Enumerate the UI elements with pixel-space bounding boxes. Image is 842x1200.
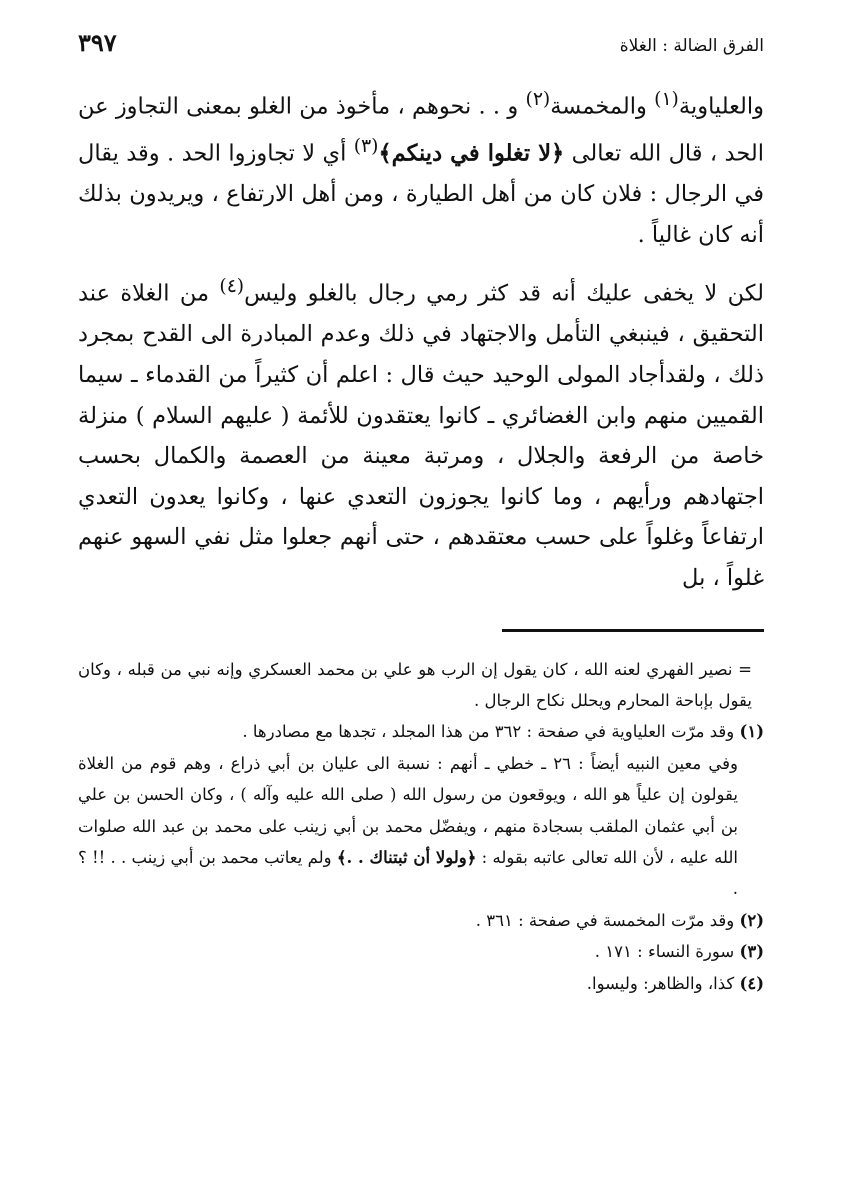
footnote-ref-2: (٢) xyxy=(525,89,551,110)
text-segment: و . . نحوهم ، مأخوذ من الغلو بمعنى التجاوز عن الحد ، قال الله تعالى xyxy=(78,93,765,167)
footnote-text: ولم يعاتب محمد بن أبي زينب . . !! ؟ . xyxy=(78,848,738,899)
footnote-marker: (٣) xyxy=(739,942,764,962)
text-segment: من الغلاة عند التحقيق ، فينبغي التأمل والاجتهاد في ذلك وعدم المبادرة الى القدح بمجرد ذلك ، ولقدأجاد المولى الوحيد حيث قال : اعلم أن كثيراً من القدماء ـ سيما القميين منهم وابن الغضائري ـ كانوا يعتقدون للأئمة ( عليهم السلام ) منزلة خاصة من الرفعة والجلال ، ومرتبة معينة من العصمة والكمال بحسب اجتهادهم ورأيهم ، وما كانوا يجوزون التعدي عنها ، وكانوا يعدون التعدي ارتفاعاً وغلواً على حسب معتقدهم ، حتى أنهم جعلوا مثل نفي السهو عنهم غلواً ، بل xyxy=(78,280,764,592)
footnote-text: كذا، والظاهر: وليسوا. xyxy=(586,973,740,993)
footnote-divider xyxy=(502,629,764,632)
text-segment: والعلياوية xyxy=(678,93,764,120)
running-header xyxy=(78,28,764,72)
text-segment: أي لا تجاوزوا الحد . وقد يقال في الرجال : فلان كان من أهل الطيارة ، ومن أهل الارتفاع ، ويريدون بذلك أنه كان غالياً . xyxy=(78,140,764,248)
page-number: ٣٩٧ xyxy=(78,28,117,57)
footnote-ref-3: (٣) xyxy=(353,136,379,158)
footnote-1-extra xyxy=(78,748,764,905)
footnote-1 xyxy=(78,716,764,747)
quran-quote: ﴿ولولا أن ثبتناك . .﴾ xyxy=(336,848,477,868)
footnote-text: وقد مرّت العلياوية في صفحة : ٣٦٢ من هذا المجلد ، تجدها مع مصادرها . xyxy=(242,722,740,742)
footnotes xyxy=(78,654,764,999)
footnote-continuation: = نصير الفهري لعنه الله ، كان يقول إن الرب هو علي بن محمد العسكري وإنه نبي من قبله ، وكان يقول بإباحة المحارم ويحلل نكاح الرجال . xyxy=(78,659,752,711)
quran-quote: ﴿لا تغلوا في دينكم﴾ xyxy=(378,140,565,167)
footnote-text: وفي معين النبيه أيضاً : ٢٦ ـ خطي ـ أنهم : نسبة الى علي‍ان بن أبي ذراع ، وهم قوم من الغلاة يقولون إن علياً هو الله ، ويوقعون من رسول الله ( صلى الله عليه وآله ) ، وكان الحسن بن علي بن أبي عثمان الملقب بسجادة منهم ، ويفضّل محمد بن أبي زينب على محمد بن عبد الله صلوات الله عليه ، لأن الله تعالى عاتبه بقوله : xyxy=(78,753,739,868)
text-segment: والمخمسة xyxy=(550,93,655,120)
main-text xyxy=(78,80,764,599)
paragraph-2 xyxy=(78,267,764,598)
footnote-3 xyxy=(78,936,764,967)
book-page xyxy=(78,28,764,1178)
footnote-text: سورة النساء : ١٧١ . xyxy=(594,942,740,962)
footnote-text: وقد مرّت المخمسة في صفحة : ٣٦١ . xyxy=(475,910,740,930)
footnote-marker: (٢) xyxy=(739,910,764,930)
text-segment: لكن لا يخفى عليك أنه قد كثر رمي رجال بالغلو وليس xyxy=(244,280,764,307)
footnote-ref-4: (٤) xyxy=(219,276,245,298)
footnote-marker: (١) xyxy=(739,722,764,742)
footnote-ref-1: (١) xyxy=(654,89,679,110)
footnote-marker: (٤) xyxy=(739,973,764,993)
paragraph-1 xyxy=(78,80,764,255)
footnote-4 xyxy=(78,968,764,999)
footnote-2 xyxy=(78,905,764,936)
running-title: الفرق الضالة : الغلاة xyxy=(619,36,764,56)
